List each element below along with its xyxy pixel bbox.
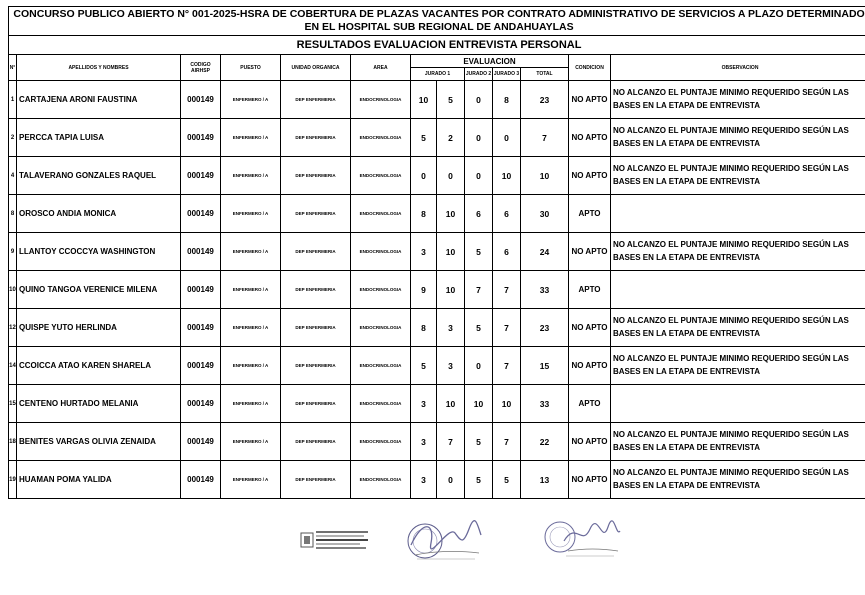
total-score: 15 (521, 347, 569, 385)
jurado-1-score-b: 0 (437, 461, 465, 499)
table-row (9, 81, 865, 119)
jurado-1-score-a: 3 (411, 461, 437, 499)
airhsp-code: 000149 (181, 461, 221, 499)
position: ENFERMERO / A (221, 195, 281, 233)
jurado-2-score: 0 (465, 157, 493, 195)
jurado-1-score-a: 10 (411, 81, 437, 119)
area: ENDOCRINOLOGIA (351, 385, 411, 423)
area: ENDOCRINOLOGIA (351, 347, 411, 385)
header-condition: CONDICION (569, 55, 611, 81)
jurado-2-score: 5 (465, 423, 493, 461)
jurado-1-score-b: 10 (437, 385, 465, 423)
applicant-name: HUAMAN POMA YALIDA (17, 461, 181, 499)
area: ENDOCRINOLOGIA (351, 81, 411, 119)
position: ENFERMERO / A (221, 157, 281, 195)
jurado-3-score: 10 (493, 385, 521, 423)
header-names: APELLIDOS Y NOMBRES (17, 55, 181, 81)
jurado-1-score-b: 0 (437, 157, 465, 195)
row-number: 9 (9, 233, 17, 271)
jurado-1-score-b: 10 (437, 271, 465, 309)
jurado-2-score: 0 (465, 119, 493, 157)
jurado-2-score: 0 (465, 347, 493, 385)
row-number: 15 (9, 385, 17, 423)
airhsp-code: 000149 (181, 119, 221, 157)
organic-unit: DEP ENFERMERIA (281, 81, 351, 119)
airhsp-code: 000149 (181, 309, 221, 347)
observation: NO ALCANZO EL PUNTAJE MINIMO REQUERIDO SEGÚN LAS BASES EN LA ETAPA DE ENTREVISTA (611, 81, 865, 119)
jurado-3-score: 0 (493, 119, 521, 157)
header-code: CODIGO AIRHSP (181, 55, 221, 81)
organic-unit: DEP ENFERMERIA (281, 309, 351, 347)
row-number: 10 (9, 271, 17, 309)
jurado-3-score: 7 (493, 271, 521, 309)
jurado-1-score-b: 5 (437, 81, 465, 119)
position: ENFERMERO / A (221, 347, 281, 385)
condition: NO APTO (569, 347, 611, 385)
row-number: 18 (9, 423, 17, 461)
applicant-name: QUISPE YUTO HERLINDA (17, 309, 181, 347)
position: ENFERMERO / A (221, 309, 281, 347)
position: ENFERMERO / A (221, 119, 281, 157)
applicant-name: PERCCA TAPIA LUISA (17, 119, 181, 157)
condition: NO APTO (569, 81, 611, 119)
organic-unit: DEP ENFERMERIA (281, 119, 351, 157)
table-row (9, 195, 865, 233)
jurado-1-score-a: 3 (411, 385, 437, 423)
signature-area (0, 515, 865, 565)
applicant-name: QUINO TANGOA VERENICE MILENA (17, 271, 181, 309)
jurado-1-score-b: 3 (437, 309, 465, 347)
condition: APTO (569, 195, 611, 233)
airhsp-code: 000149 (181, 81, 221, 119)
results-table (8, 6, 865, 499)
jurado-1-score-a: 5 (411, 347, 437, 385)
table-row (9, 119, 865, 157)
airhsp-code: 000149 (181, 347, 221, 385)
position: ENFERMERO / A (221, 271, 281, 309)
results-sheet (8, 6, 865, 499)
condition: NO APTO (569, 157, 611, 195)
row-number: 14 (9, 347, 17, 385)
area: ENDOCRINOLOGIA (351, 271, 411, 309)
jurado-3-score: 6 (493, 233, 521, 271)
organic-unit: DEP ENFERMERIA (281, 423, 351, 461)
table-row (9, 423, 865, 461)
header-n: N° (9, 55, 17, 81)
jurado-3-score: 10 (493, 157, 521, 195)
row-number: 2 (9, 119, 17, 157)
jurado-1-score-a: 8 (411, 195, 437, 233)
observation (611, 385, 865, 423)
organic-unit: DEP ENFERMERIA (281, 157, 351, 195)
position: ENFERMERO / A (221, 461, 281, 499)
table-row (9, 385, 865, 423)
header-total: TOTAL (521, 68, 569, 81)
row-number: 19 (9, 461, 17, 499)
results-body (9, 81, 865, 499)
observation: NO ALCANZO EL PUNTAJE MINIMO REQUERIDO SEGÚN LAS BASES EN LA ETAPA DE ENTREVISTA (611, 157, 865, 195)
position: ENFERMERO / A (221, 423, 281, 461)
organic-unit: DEP ENFERMERIA (281, 195, 351, 233)
table-row (9, 157, 865, 195)
header-jurado-2: JURADO 2 (465, 68, 493, 81)
table-row (9, 461, 865, 499)
header-evaluation: EVALUACION (411, 55, 569, 68)
jurado-1-score-b: 10 (437, 233, 465, 271)
jurado-1-score-a: 3 (411, 233, 437, 271)
jurado-1-score-b: 7 (437, 423, 465, 461)
airhsp-code: 000149 (181, 385, 221, 423)
jurado-2-score: 7 (465, 271, 493, 309)
table-row (9, 309, 865, 347)
observation (611, 271, 865, 309)
jurado-3-score: 7 (493, 309, 521, 347)
header-observation: OBSERVACION (611, 55, 865, 81)
organic-unit: DEP ENFERMERIA (281, 461, 351, 499)
applicant-name: CENTENO HURTADO MELANIA (17, 385, 181, 423)
airhsp-code: 000149 (181, 271, 221, 309)
applicant-name: CARTAJENA ARONI FAUSTINA (17, 81, 181, 119)
condition: APTO (569, 385, 611, 423)
airhsp-code: 000149 (181, 195, 221, 233)
total-score: 33 (521, 271, 569, 309)
applicant-name: LLANTOY CCOCCYA WASHINGTON (17, 233, 181, 271)
organic-unit: DEP ENFERMERIA (281, 385, 351, 423)
area: ENDOCRINOLOGIA (351, 157, 411, 195)
jurado-3-score: 5 (493, 461, 521, 499)
area: ENDOCRINOLOGIA (351, 309, 411, 347)
total-score: 23 (521, 309, 569, 347)
total-score: 13 (521, 461, 569, 499)
position: ENFERMERO / A (221, 81, 281, 119)
handwritten-signature-icon (405, 515, 485, 565)
row-number: 1 (9, 81, 17, 119)
condition: NO APTO (569, 119, 611, 157)
area: ENDOCRINOLOGIA (351, 461, 411, 499)
total-score: 33 (521, 385, 569, 423)
table-row (9, 233, 865, 271)
jurado-2-score: 6 (465, 195, 493, 233)
applicant-name: CCOICCA ATAO KAREN SHARELA (17, 347, 181, 385)
condition: NO APTO (569, 423, 611, 461)
observation: NO ALCANZO EL PUNTAJE MINIMO REQUERIDO SEGÚN LAS BASES EN LA ETAPA DE ENTREVISTA (611, 423, 865, 461)
total-score: 23 (521, 81, 569, 119)
area: ENDOCRINOLOGIA (351, 233, 411, 271)
header-position: PUESTO (221, 55, 281, 81)
observation: NO ALCANZO EL PUNTAJE MINIMO REQUERIDO SEGÚN LAS BASES EN LA ETAPA DE ENTREVISTA (611, 309, 865, 347)
row-number: 4 (9, 157, 17, 195)
jurado-1-score-a: 5 (411, 119, 437, 157)
jurado-2-score: 0 (465, 81, 493, 119)
airhsp-code: 000149 (181, 233, 221, 271)
total-score: 22 (521, 423, 569, 461)
jurado-3-score: 6 (493, 195, 521, 233)
table-row (9, 347, 865, 385)
jurado-1-score-b: 3 (437, 347, 465, 385)
organic-unit: DEP ENFERMERIA (281, 271, 351, 309)
jurado-1-score-a: 9 (411, 271, 437, 309)
document-title: CONCURSO PUBLICO ABIERTO N° 001-2025-HSRA DE COBERTURA DE PLAZAS VACANTES POR CONTRATO ADMINISTRATIVO DE SERVICIOS A PLAZO DETERMINADO EN EL HOSPITAL SUB REGIONAL DE ANDAHUAYLAS (9, 7, 865, 36)
total-score: 30 (521, 195, 569, 233)
airhsp-code: 000149 (181, 423, 221, 461)
header-area: AREA (351, 55, 411, 81)
applicant-name: OROSCO ANDIA MONICA (17, 195, 181, 233)
position: ENFERMERO / A (221, 385, 281, 423)
header-jurado-3: JURADO 3 (493, 68, 521, 81)
applicant-name: BENITES VARGAS OLIVIA ZENAIDA (17, 423, 181, 461)
airhsp-code: 000149 (181, 157, 221, 195)
jurado-2-score: 5 (465, 309, 493, 347)
jurado-2-score: 5 (465, 461, 493, 499)
organic-unit: DEP ENFERMERIA (281, 233, 351, 271)
observation: NO ALCANZO EL PUNTAJE MINIMO REQUERIDO SEGÚN LAS BASES EN LA ETAPA DE ENTREVISTA (611, 233, 865, 271)
jurado-1-score-a: 8 (411, 309, 437, 347)
area: ENDOCRINOLOGIA (351, 423, 411, 461)
header-unit: UNIDAD ORGANICA (281, 55, 351, 81)
applicant-name: TALAVERANO GONZALES RAQUEL (17, 157, 181, 195)
total-score: 24 (521, 233, 569, 271)
area: ENDOCRINOLOGIA (351, 195, 411, 233)
observation: NO ALCANZO EL PUNTAJE MINIMO REQUERIDO SEGÚN LAS BASES EN LA ETAPA DE ENTREVISTA (611, 461, 865, 499)
condition: NO APTO (569, 309, 611, 347)
jurado-2-score: 10 (465, 385, 493, 423)
total-score: 7 (521, 119, 569, 157)
condition: NO APTO (569, 233, 611, 271)
header-jurado-1: JURADO 1 (411, 68, 465, 81)
jurado-1-score-b: 10 (437, 195, 465, 233)
observation: NO ALCANZO EL PUNTAJE MINIMO REQUERIDO SEGÚN LAS BASES EN LA ETAPA DE ENTREVISTA (611, 119, 865, 157)
condition: NO APTO (569, 461, 611, 499)
organic-unit: DEP ENFERMERIA (281, 347, 351, 385)
jurado-1-score-a: 3 (411, 423, 437, 461)
table-row (9, 271, 865, 309)
handwritten-signature-icon (542, 517, 622, 563)
jurado-3-score: 7 (493, 347, 521, 385)
total-score: 10 (521, 157, 569, 195)
observation: NO ALCANZO EL PUNTAJE MINIMO REQUERIDO SEGÚN LAS BASES EN LA ETAPA DE ENTREVISTA (611, 347, 865, 385)
area: ENDOCRINOLOGIA (351, 119, 411, 157)
jurado-2-score: 5 (465, 233, 493, 271)
document-subtitle: RESULTADOS EVALUACION ENTREVISTA PERSONAL (9, 36, 865, 55)
jurado-3-score: 8 (493, 81, 521, 119)
stamp-signature-icon (300, 527, 370, 553)
condition: APTO (569, 271, 611, 309)
row-number: 12 (9, 309, 17, 347)
jurado-1-score-a: 0 (411, 157, 437, 195)
jurado-1-score-b: 2 (437, 119, 465, 157)
position: ENFERMERO / A (221, 233, 281, 271)
jurado-3-score: 7 (493, 423, 521, 461)
observation (611, 195, 865, 233)
row-number: 8 (9, 195, 17, 233)
